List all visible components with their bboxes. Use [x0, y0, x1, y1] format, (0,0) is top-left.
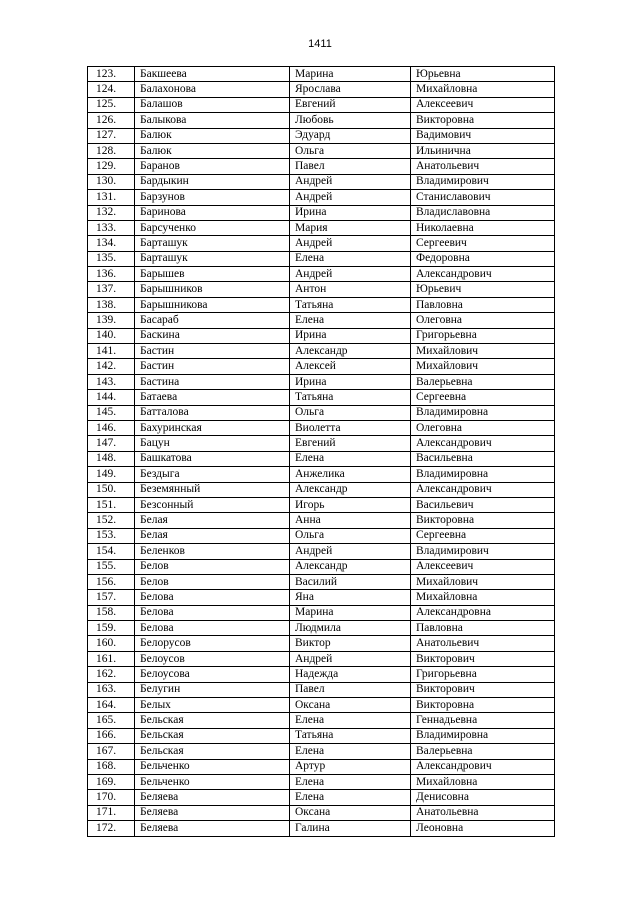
row-number-cell: 136. — [88, 267, 135, 282]
surname-cell: Белов — [135, 559, 290, 574]
row-number-cell: 150. — [88, 482, 135, 497]
row-number-cell: 153. — [88, 528, 135, 543]
patronymic-cell: Михайловна — [411, 590, 555, 605]
table-row — [88, 313, 555, 328]
row-number-cell: 131. — [88, 190, 135, 205]
surname-cell: Бакшеева — [135, 67, 290, 82]
first-name-cell: Андрей — [290, 651, 411, 666]
patronymic-cell: Викторовна — [411, 113, 555, 128]
row-number-cell: 144. — [88, 390, 135, 405]
name-list-body — [88, 67, 555, 837]
patronymic-cell: Михайлович — [411, 359, 555, 374]
table-row — [88, 759, 555, 774]
row-number-cell: 133. — [88, 220, 135, 235]
first-name-cell: Алексей — [290, 359, 411, 374]
row-number-cell: 125. — [88, 97, 135, 112]
row-number-cell: 129. — [88, 159, 135, 174]
first-name-cell: Оксана — [290, 698, 411, 713]
first-name-cell: Евгений — [290, 436, 411, 451]
table-row — [88, 220, 555, 235]
row-number-cell: 159. — [88, 621, 135, 636]
surname-cell: Бельченко — [135, 759, 290, 774]
row-number-cell: 167. — [88, 744, 135, 759]
row-number-cell: 157. — [88, 590, 135, 605]
patronymic-cell: Алексеевич — [411, 559, 555, 574]
table-row — [88, 528, 555, 543]
table-row — [88, 497, 555, 512]
patronymic-cell: Анатольевич — [411, 159, 555, 174]
row-number-cell: 137. — [88, 282, 135, 297]
row-number-cell: 162. — [88, 667, 135, 682]
first-name-cell: Виолетта — [290, 420, 411, 435]
row-number-cell: 141. — [88, 344, 135, 359]
surname-cell: Бастина — [135, 374, 290, 389]
row-number-cell: 166. — [88, 728, 135, 743]
table-row — [88, 113, 555, 128]
first-name-cell: Ольга — [290, 143, 411, 158]
table-row — [88, 559, 555, 574]
surname-cell: Бацун — [135, 436, 290, 451]
patronymic-cell: Викторовна — [411, 513, 555, 528]
first-name-cell: Елена — [290, 790, 411, 805]
surname-cell: Бельченко — [135, 774, 290, 789]
surname-cell: Белорусов — [135, 636, 290, 651]
patronymic-cell: Анатольевич — [411, 636, 555, 651]
table-row — [88, 420, 555, 435]
row-number-cell: 126. — [88, 113, 135, 128]
row-number-cell: 145. — [88, 405, 135, 420]
table-row — [88, 513, 555, 528]
patronymic-cell: Алексеевич — [411, 97, 555, 112]
first-name-cell: Татьяна — [290, 728, 411, 743]
table-row — [88, 744, 555, 759]
row-number-cell: 142. — [88, 359, 135, 374]
first-name-cell: Елена — [290, 713, 411, 728]
row-number-cell: 163. — [88, 682, 135, 697]
surname-cell: Бельская — [135, 728, 290, 743]
table-row — [88, 282, 555, 297]
first-name-cell: Евгений — [290, 97, 411, 112]
surname-cell: Белая — [135, 513, 290, 528]
patronymic-cell: Владимировна — [411, 405, 555, 420]
row-number-cell: 158. — [88, 605, 135, 620]
row-number-cell: 148. — [88, 451, 135, 466]
table-row — [88, 297, 555, 312]
patronymic-cell: Геннадьевна — [411, 713, 555, 728]
surname-cell: Башкатова — [135, 451, 290, 466]
first-name-cell: Мария — [290, 220, 411, 235]
table-row — [88, 390, 555, 405]
row-number-cell: 124. — [88, 82, 135, 97]
first-name-cell: Василий — [290, 574, 411, 589]
surname-cell: Беляева — [135, 790, 290, 805]
first-name-cell: Елена — [290, 451, 411, 466]
surname-cell: Бельская — [135, 744, 290, 759]
table-row — [88, 67, 555, 82]
patronymic-cell: Леоновна — [411, 821, 555, 836]
row-number-cell: 168. — [88, 759, 135, 774]
patronymic-cell: Михайлович — [411, 574, 555, 589]
table-row — [88, 82, 555, 97]
surname-cell: Белая — [135, 528, 290, 543]
patronymic-cell: Владимировна — [411, 467, 555, 482]
surname-cell: Белых — [135, 698, 290, 713]
table-row — [88, 159, 555, 174]
first-name-cell: Игорь — [290, 497, 411, 512]
table-row — [88, 344, 555, 359]
row-number-cell: 170. — [88, 790, 135, 805]
first-name-cell: Татьяна — [290, 297, 411, 312]
surname-cell: Барышев — [135, 267, 290, 282]
surname-cell: Балашов — [135, 97, 290, 112]
first-name-cell: Елена — [290, 313, 411, 328]
surname-cell: Белов — [135, 574, 290, 589]
first-name-cell: Андрей — [290, 267, 411, 282]
table-row — [88, 405, 555, 420]
patronymic-cell: Михайлович — [411, 344, 555, 359]
row-number-cell: 172. — [88, 821, 135, 836]
first-name-cell: Любовь — [290, 113, 411, 128]
surname-cell: Бастин — [135, 359, 290, 374]
surname-cell: Балюк — [135, 128, 290, 143]
first-name-cell: Елена — [290, 251, 411, 266]
row-number-cell: 134. — [88, 236, 135, 251]
patronymic-cell: Сергеевич — [411, 236, 555, 251]
surname-cell: Беленков — [135, 544, 290, 559]
table-row — [88, 267, 555, 282]
patronymic-cell: Александрович — [411, 759, 555, 774]
table-row — [88, 251, 555, 266]
row-number-cell: 128. — [88, 143, 135, 158]
first-name-cell: Надежда — [290, 667, 411, 682]
surname-cell: Барташук — [135, 236, 290, 251]
table-row — [88, 651, 555, 666]
row-number-cell: 127. — [88, 128, 135, 143]
first-name-cell: Оксана — [290, 805, 411, 820]
first-name-cell: Павел — [290, 159, 411, 174]
patronymic-cell: Александрович — [411, 267, 555, 282]
surname-cell: Беляева — [135, 821, 290, 836]
row-number-cell: 160. — [88, 636, 135, 651]
patronymic-cell: Владиславовна — [411, 205, 555, 220]
table-row — [88, 205, 555, 220]
first-name-cell: Елена — [290, 744, 411, 759]
surname-cell: Безсонный — [135, 497, 290, 512]
first-name-cell: Галина — [290, 821, 411, 836]
table-row — [88, 374, 555, 389]
first-name-cell: Яна — [290, 590, 411, 605]
row-number-cell: 164. — [88, 698, 135, 713]
patronymic-cell: Олеговна — [411, 313, 555, 328]
table-row — [88, 190, 555, 205]
table-row — [88, 467, 555, 482]
row-number-cell: 143. — [88, 374, 135, 389]
table-row — [88, 436, 555, 451]
patronymic-cell: Владимировна — [411, 728, 555, 743]
row-number-cell: 169. — [88, 774, 135, 789]
first-name-cell: Елена — [290, 774, 411, 789]
surname-cell: Батаева — [135, 390, 290, 405]
surname-cell: Беземянный — [135, 482, 290, 497]
patronymic-cell: Станиславович — [411, 190, 555, 205]
table-row — [88, 590, 555, 605]
first-name-cell: Ирина — [290, 205, 411, 220]
first-name-cell: Татьяна — [290, 390, 411, 405]
first-name-cell: Анна — [290, 513, 411, 528]
row-number-cell: 149. — [88, 467, 135, 482]
row-number-cell: 147. — [88, 436, 135, 451]
table-row — [88, 667, 555, 682]
first-name-cell: Виктор — [290, 636, 411, 651]
table-row — [88, 174, 555, 189]
table-row — [88, 621, 555, 636]
first-name-cell: Ольга — [290, 405, 411, 420]
row-number-cell: 135. — [88, 251, 135, 266]
row-number-cell: 132. — [88, 205, 135, 220]
patronymic-cell: Ильинична — [411, 143, 555, 158]
row-number-cell: 146. — [88, 420, 135, 435]
first-name-cell: Павел — [290, 682, 411, 697]
patronymic-cell: Федоровна — [411, 251, 555, 266]
table-row — [88, 805, 555, 820]
first-name-cell: Андрей — [290, 544, 411, 559]
first-name-cell: Андрей — [290, 174, 411, 189]
surname-cell: Балюк — [135, 143, 290, 158]
first-name-cell: Александр — [290, 482, 411, 497]
row-number-cell: 123. — [88, 67, 135, 82]
surname-cell: Балахонова — [135, 82, 290, 97]
patronymic-cell: Григорьевна — [411, 667, 555, 682]
table-row — [88, 128, 555, 143]
patronymic-cell: Васильевна — [411, 451, 555, 466]
surname-cell: Бездыга — [135, 467, 290, 482]
patronymic-cell: Григорьевна — [411, 328, 555, 343]
first-name-cell: Ирина — [290, 374, 411, 389]
surname-cell: Барышников — [135, 282, 290, 297]
patronymic-cell: Александрович — [411, 436, 555, 451]
patronymic-cell: Викторович — [411, 682, 555, 697]
row-number-cell: 152. — [88, 513, 135, 528]
surname-cell: Балыкова — [135, 113, 290, 128]
patronymic-cell: Викторович — [411, 651, 555, 666]
table-row — [88, 774, 555, 789]
row-number-cell: 156. — [88, 574, 135, 589]
table-row — [88, 236, 555, 251]
first-name-cell: Ирина — [290, 328, 411, 343]
patronymic-cell: Денисовна — [411, 790, 555, 805]
patronymic-cell: Анатольевна — [411, 805, 555, 820]
first-name-cell: Ольга — [290, 528, 411, 543]
table-row — [88, 574, 555, 589]
first-name-cell: Ярослава — [290, 82, 411, 97]
first-name-cell: Людмила — [290, 621, 411, 636]
surname-cell: Баранов — [135, 159, 290, 174]
surname-cell: Белова — [135, 590, 290, 605]
first-name-cell: Андрей — [290, 190, 411, 205]
first-name-cell: Андрей — [290, 236, 411, 251]
patronymic-cell: Михайловна — [411, 774, 555, 789]
surname-cell: Белоусов — [135, 651, 290, 666]
surname-cell: Бардыкин — [135, 174, 290, 189]
surname-cell: Батталова — [135, 405, 290, 420]
table-row — [88, 544, 555, 559]
patronymic-cell: Валерьевна — [411, 374, 555, 389]
table-row — [88, 482, 555, 497]
name-list-table — [87, 66, 555, 837]
surname-cell: Баринова — [135, 205, 290, 220]
page-number: 1411 — [308, 38, 332, 50]
first-name-cell: Марина — [290, 67, 411, 82]
patronymic-cell: Владимирович — [411, 544, 555, 559]
row-number-cell: 140. — [88, 328, 135, 343]
row-number-cell: 155. — [88, 559, 135, 574]
patronymic-cell: Вадимович — [411, 128, 555, 143]
surname-cell: Белугин — [135, 682, 290, 697]
surname-cell: Барсученко — [135, 220, 290, 235]
surname-cell: Белова — [135, 621, 290, 636]
first-name-cell: Александр — [290, 344, 411, 359]
patronymic-cell: Александровна — [411, 605, 555, 620]
table-row — [88, 605, 555, 620]
patronymic-cell: Владимирович — [411, 174, 555, 189]
first-name-cell: Антон — [290, 282, 411, 297]
table-row — [88, 143, 555, 158]
surname-cell: Бельская — [135, 713, 290, 728]
patronymic-cell: Валерьевна — [411, 744, 555, 759]
patronymic-cell: Павловна — [411, 297, 555, 312]
surname-cell: Басараб — [135, 313, 290, 328]
patronymic-cell: Викторовна — [411, 698, 555, 713]
patronymic-cell: Николаевна — [411, 220, 555, 235]
table-row — [88, 359, 555, 374]
row-number-cell: 138. — [88, 297, 135, 312]
table-row — [88, 713, 555, 728]
patronymic-cell: Олеговна — [411, 420, 555, 435]
first-name-cell: Александр — [290, 559, 411, 574]
first-name-cell: Анжелика — [290, 467, 411, 482]
first-name-cell: Марина — [290, 605, 411, 620]
table-row — [88, 728, 555, 743]
row-number-cell: 165. — [88, 713, 135, 728]
table-row — [88, 636, 555, 651]
first-name-cell: Артур — [290, 759, 411, 774]
patronymic-cell: Сергеевна — [411, 390, 555, 405]
surname-cell: Барзунов — [135, 190, 290, 205]
row-number-cell: 161. — [88, 651, 135, 666]
patronymic-cell: Васильевич — [411, 497, 555, 512]
table-row — [88, 451, 555, 466]
table-row — [88, 328, 555, 343]
surname-cell: Барташук — [135, 251, 290, 266]
row-number-cell: 171. — [88, 805, 135, 820]
surname-cell: Бахуринская — [135, 420, 290, 435]
table-row — [88, 97, 555, 112]
row-number-cell: 139. — [88, 313, 135, 328]
table-row — [88, 682, 555, 697]
patronymic-cell: Сергеевна — [411, 528, 555, 543]
table-row — [88, 821, 555, 836]
patronymic-cell: Александрович — [411, 482, 555, 497]
surname-cell: Баскина — [135, 328, 290, 343]
first-name-cell: Эдуард — [290, 128, 411, 143]
surname-cell: Бастин — [135, 344, 290, 359]
table-row — [88, 790, 555, 805]
row-number-cell: 154. — [88, 544, 135, 559]
row-number-cell: 130. — [88, 174, 135, 189]
patronymic-cell: Михайловна — [411, 82, 555, 97]
surname-cell: Беляева — [135, 805, 290, 820]
patronymic-cell: Юрьевич — [411, 282, 555, 297]
row-number-cell: 151. — [88, 497, 135, 512]
table-row — [88, 698, 555, 713]
surname-cell: Барышникова — [135, 297, 290, 312]
surname-cell: Белоусова — [135, 667, 290, 682]
patronymic-cell: Павловна — [411, 621, 555, 636]
patronymic-cell: Юрьевна — [411, 67, 555, 82]
surname-cell: Белова — [135, 605, 290, 620]
